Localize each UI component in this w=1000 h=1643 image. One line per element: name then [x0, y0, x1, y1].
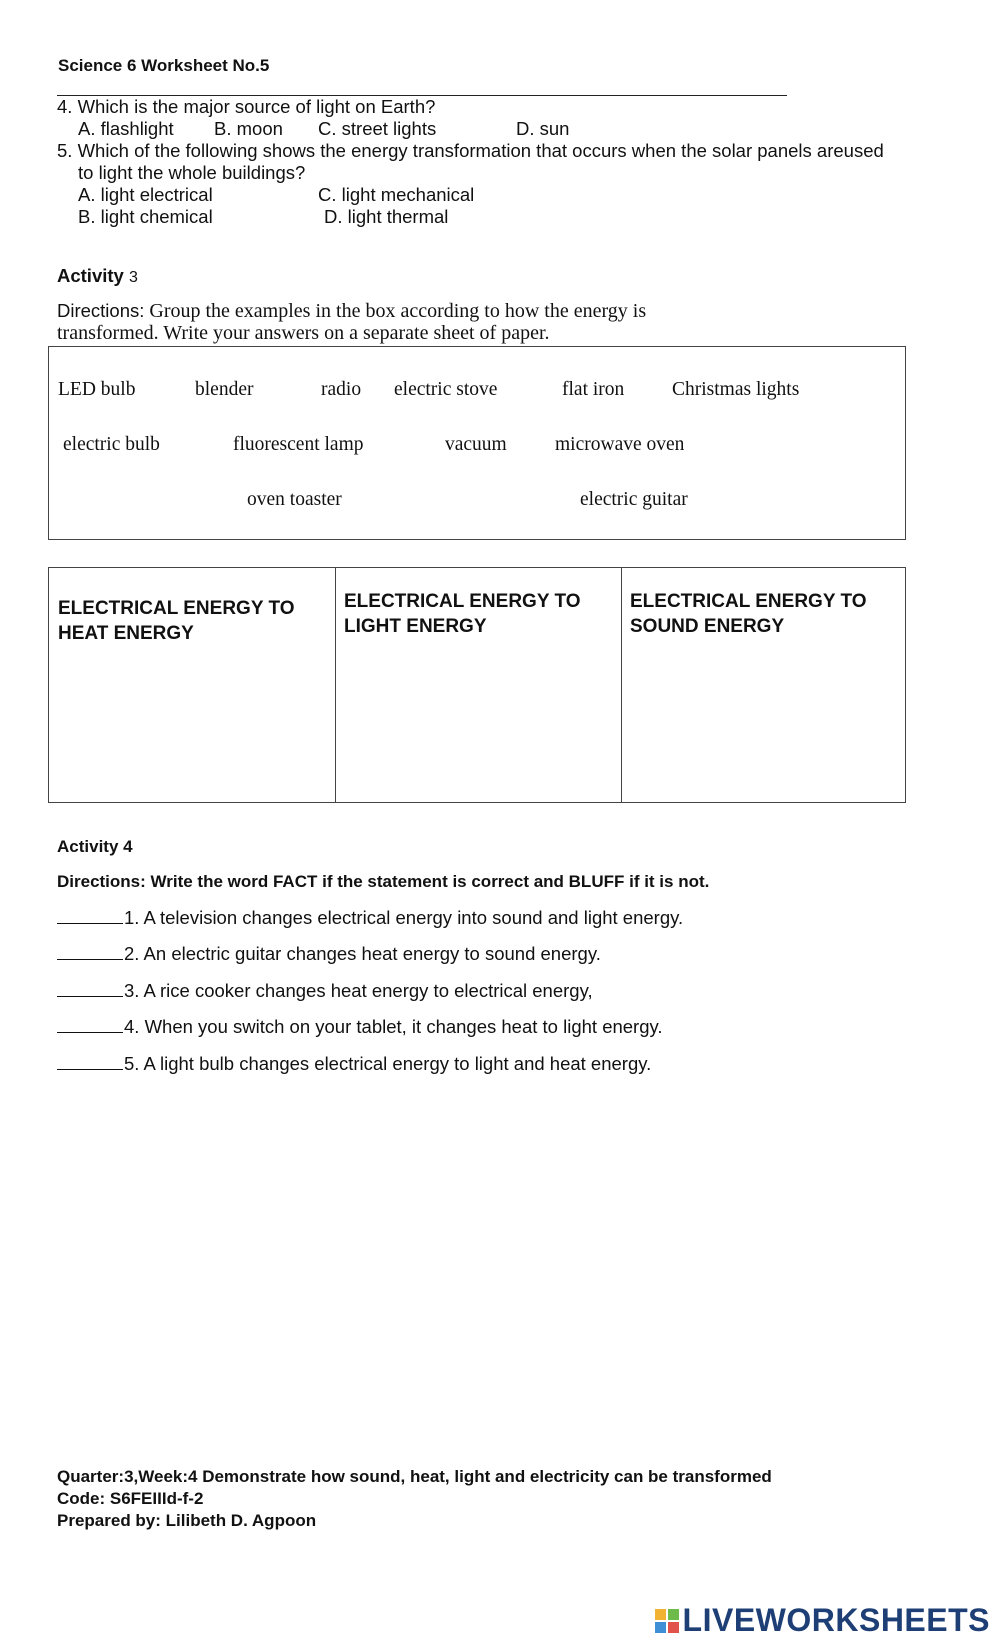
activity-3-number: 3: [128, 269, 138, 286]
question-4-option-c: C. street lights: [318, 118, 437, 139]
word-bank-item: electric stove: [394, 379, 498, 400]
word-bank-item: vacuum: [445, 434, 507, 455]
word-bank-item: radio: [321, 379, 362, 400]
question-5-option-b: B. light chemical: [78, 206, 213, 227]
table-divider: [335, 568, 336, 802]
activity-3-heading: [57, 265, 138, 287]
fact-bluff-item: [57, 1053, 651, 1075]
classification-table: [48, 567, 906, 803]
fact-bluff-item: [57, 907, 683, 929]
activity-3-title: Activity: [57, 265, 124, 286]
word-bank-item: electric bulb: [63, 434, 160, 455]
question-5-option-d: D. light thermal: [324, 206, 449, 227]
footer-quarter-week: Quarter:3,Week:4 Demonstrate how sound, heat, light and electricity can be transformed: [57, 1467, 772, 1486]
question-4-stem: 4. Which is the major source of light on Earth?: [57, 96, 436, 117]
activity-3-directions-label: Directions:: [57, 300, 145, 321]
question-4-option-d: D. sun: [516, 118, 570, 139]
question-5-stem-line1: 5. Which of the following shows the energy transformation that occurs when the solar panels areused: [57, 140, 884, 161]
activity-4-title: Activity 4: [57, 837, 133, 856]
question-5-option-c: C. light mechanical: [318, 184, 475, 205]
liveworksheets-logo-icon: [655, 1609, 679, 1633]
statement-text: 2. An electric guitar changes heat energy to sound energy.: [124, 943, 601, 964]
activity-3-directions-text: Group the examples in the box according to how the energy is: [149, 300, 647, 322]
question-4-option-a: A. flashlight: [78, 118, 174, 139]
answer-cell-light[interactable]: [337, 648, 619, 798]
footer-prepared-by: Prepared by: Lilibeth D. Agpoon: [57, 1511, 317, 1530]
activity-3-directions-line2: transformed. Write your answers on a separate sheet of paper.: [57, 322, 550, 344]
answer-blank[interactable]: [57, 1055, 123, 1070]
brand-text: LIVEWORKSHEETS: [682, 1602, 990, 1638]
answer-cell-sound[interactable]: [623, 648, 905, 798]
liveworksheets-brand[interactable]: [655, 1602, 990, 1639]
word-bank-box: [48, 346, 906, 540]
word-bank-item: blender: [195, 379, 254, 400]
answer-blank[interactable]: [57, 1018, 123, 1033]
question-4-option-b: B. moon: [214, 118, 283, 139]
statement-text: 3. A rice cooker changes heat energy to electrical energy,: [124, 980, 593, 1001]
word-bank-item: flat iron: [562, 379, 625, 400]
word-bank-item: microwave oven: [555, 434, 685, 455]
word-bank-item: oven toaster: [247, 489, 342, 510]
word-bank-item: LED bulb: [58, 379, 136, 400]
table-divider: [621, 568, 622, 802]
worksheet-title: Science 6 Worksheet No.5: [58, 56, 270, 75]
statement-text: 1. A television changes electrical energy into sound and light energy.: [124, 907, 684, 928]
footer-code: Code: S6FEIIId-f-2: [57, 1489, 204, 1508]
answer-blank[interactable]: [57, 982, 123, 997]
column-header-heat: ELECTRICAL ENERGY TO HEAT ENERGY: [58, 598, 295, 644]
question-5-stem-line2: to light the whole buildings?: [78, 162, 306, 183]
word-bank-item: electric guitar: [580, 489, 688, 510]
column-header-light: ELECTRICAL ENERGY TO LIGHT ENERGY: [344, 591, 581, 637]
fact-bluff-item: [57, 980, 593, 1002]
fact-bluff-item: [57, 1016, 663, 1038]
activity-4-directions: Directions: Write the word FACT if the statement is correct and BLUFF if it is not.: [57, 872, 710, 891]
answer-cell-heat[interactable]: [51, 648, 333, 798]
fact-bluff-item: [57, 943, 601, 965]
column-header-sound: ELECTRICAL ENERGY TO SOUND ENERGY: [630, 591, 867, 637]
statement-text: 4. When you switch on your tablet, it changes heat to light energy.: [124, 1016, 663, 1037]
word-bank-item: Christmas lights: [672, 379, 800, 400]
answer-blank[interactable]: [57, 909, 123, 924]
activity-3-directions-line1: [57, 300, 646, 323]
statement-text: 5. A light bulb changes electrical energy to light and heat energy.: [124, 1053, 652, 1074]
question-5-option-a: A. light electrical: [78, 184, 213, 205]
answer-blank[interactable]: [57, 945, 123, 960]
word-bank-item: fluorescent lamp: [233, 434, 364, 455]
